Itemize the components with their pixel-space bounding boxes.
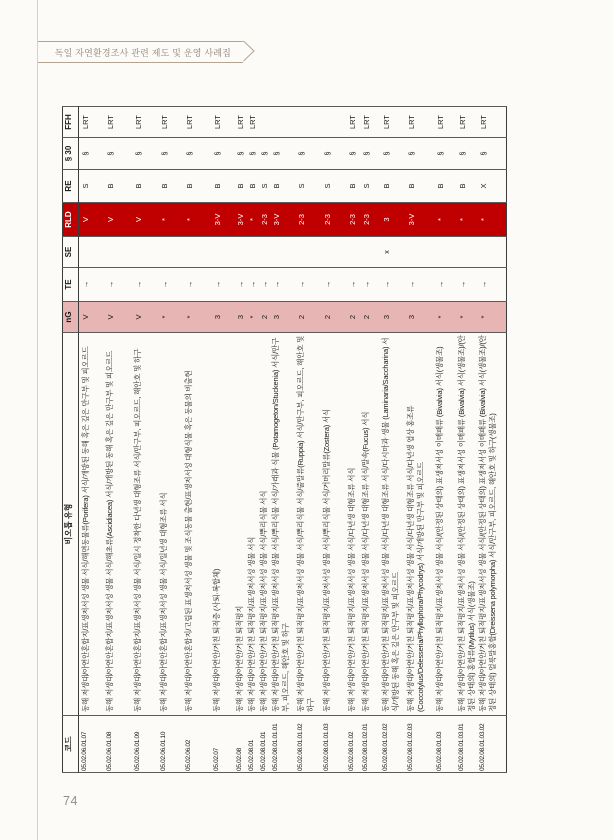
value-rld: * xyxy=(158,203,183,237)
value-te: → xyxy=(360,268,380,302)
row-code: 05.02.08.01.03.02 xyxy=(477,716,507,773)
table-row xyxy=(434,107,456,773)
value-se xyxy=(104,237,132,268)
row-code: 05.02.08.01.01.03 xyxy=(321,716,346,773)
header-ng: nG xyxy=(63,302,79,333)
value-te: → xyxy=(270,268,295,302)
value-p30: § xyxy=(158,138,183,170)
value-re: B xyxy=(132,170,158,203)
row-biotope-type: 동해 저생대/아연안혼합지/고립된 표생저서성 생물 및 조식동물 출현/표생저서성 대형식물 혹은 동물의 비출현 xyxy=(183,333,211,716)
value-te: → xyxy=(79,268,104,302)
value-re: X xyxy=(477,170,507,203)
table-row xyxy=(405,107,434,773)
value-se xyxy=(234,237,246,268)
value-ng: 2 xyxy=(346,302,360,333)
value-ffh: LRT xyxy=(158,107,183,138)
value-p30: § xyxy=(258,138,270,170)
value-re: B xyxy=(104,170,132,203)
table-row xyxy=(79,107,104,773)
row-code: 05.02.06.02 xyxy=(183,716,211,773)
value-rld: V xyxy=(104,203,132,237)
value-ng: * xyxy=(434,302,456,333)
value-se xyxy=(405,237,434,268)
value-te: → xyxy=(295,268,321,302)
row-biotope-type: 동해 저생대/아연안/거친 퇴적평지/표생저서성 생물 서식/뿌리식물 서식/줄말류(Ruppia) 서식/만구부, 피오르드, 해안호 및 하구 xyxy=(295,333,321,716)
row-code: 05.02.06.01.07 xyxy=(79,716,104,773)
value-ffh: LRT xyxy=(79,107,104,138)
header-biotope-type: 비오톱 유형 xyxy=(63,333,79,716)
row-biotope-type: 동해 저생대/아연안/거친 퇴적평지/표생저서성 생물 서식/다년생 대형조류 서식/다시마과 생물 (Laminaria/Saccharina) 서식/개방된 동해 혹은 깊은 만구부 및 피오르드 xyxy=(380,333,405,716)
value-re: B xyxy=(270,170,295,203)
value-p30: § xyxy=(246,138,258,170)
value-se xyxy=(211,237,234,268)
value-ffh: LRT xyxy=(211,107,234,138)
table-row xyxy=(234,107,246,773)
value-ng: V xyxy=(104,302,132,333)
value-ffh: LRT xyxy=(434,107,456,138)
value-ng: 2 xyxy=(360,302,380,333)
table-row xyxy=(270,107,295,773)
row-biotope-type: 동해 저생대/아연안/거친 퇴적평지/표생저서성 생물 서식/(안정된 상태의) 표생저서성 이매패류 (Bivalvia) 서식(생물조)/(안정된 상태의) 얼룩말홍합(Dreissena polymorpha) 서식/만구부, 피오르드, 해안호 및 하구(생물조) xyxy=(477,333,507,716)
value-te: → xyxy=(346,268,360,302)
row-biotope-type: 동해 저생대/아연안/거친 퇴적평지 xyxy=(234,333,246,716)
value-ffh xyxy=(295,107,321,138)
value-ffh: LRT xyxy=(246,107,258,138)
row-biotope-type: 동해 저생대/아연안/거친 퇴적평지/표생저서성 생물 서식/뿌리식물 서식 xyxy=(258,333,270,716)
row-biotope-type: 동해 저생대/아연안/거친 퇴적평지/표생저서성 생물 서식/(안정된 상태의) 표생저서성 이매패류 (Bivalvia) 서식(생물조) xyxy=(434,333,456,716)
row-biotope-type: 동해 저생대/아연안/거친 퇴적평지/표생저서성 생물 서식 xyxy=(246,333,258,716)
value-se xyxy=(132,237,158,268)
value-te: → xyxy=(258,268,270,302)
value-p30: § xyxy=(360,138,380,170)
value-re: B xyxy=(183,170,211,203)
row-code: 05.02.08.01.03.01 xyxy=(456,716,477,773)
value-rld: * xyxy=(434,203,456,237)
header-se: SE xyxy=(63,237,79,268)
value-re: S xyxy=(258,170,270,203)
value-rld: 2-3 xyxy=(295,203,321,237)
value-rld: 2-3 xyxy=(321,203,346,237)
value-rld: 2-3 xyxy=(346,203,360,237)
value-te: → xyxy=(380,268,405,302)
table-row xyxy=(211,107,234,773)
value-rld: * xyxy=(183,203,211,237)
value-re: B xyxy=(456,170,477,203)
value-p30: § xyxy=(234,138,246,170)
row-biotope-type: 동해 저생대/아연안/거친 퇴적평지/표생저서성 생물 서식/(안정된 상태의) 표생저서성 이매패류 (Bivalvia) 서식(생물조)/(안정된 상태의) 홍합류(Mytilus) 서식(생물조) xyxy=(456,333,477,716)
row-code: 05.02.08.01.02.01 xyxy=(360,716,380,773)
value-rld: * xyxy=(477,203,507,237)
value-ffh: LRT xyxy=(405,107,434,138)
value-ng: V xyxy=(132,302,158,333)
value-ng: 3 xyxy=(211,302,234,333)
value-se xyxy=(434,237,456,268)
value-te: → xyxy=(132,268,158,302)
value-re: B xyxy=(246,170,258,203)
value-ffh: LRT xyxy=(456,107,477,138)
row-biotope-type: 동해 저생대/아연안/거친 퇴적평지/표생저서성 생물 서식/다년생 대형조류 서식/말속(Fucus) 서식 xyxy=(360,333,380,716)
value-p30: § xyxy=(183,138,211,170)
row-code: 05.02.08.01.02.02 xyxy=(380,716,405,773)
value-te: → xyxy=(321,268,346,302)
row-biotope-type: 동해 저생대/아연안혼합지/표생저서성 생물 서식/일시 정착한 다년생 대형조류 서식/만구부, 피오르드, 해안호 및 하구 xyxy=(132,333,158,716)
value-se xyxy=(183,237,211,268)
table-row xyxy=(295,107,321,773)
value-te: → xyxy=(477,268,507,302)
value-rld: 2-3 xyxy=(360,203,380,237)
row-code: 05.02.07 xyxy=(211,716,234,773)
table-row xyxy=(132,107,158,773)
value-p30: § xyxy=(211,138,234,170)
value-ffh: LRT xyxy=(104,107,132,138)
value-te: → xyxy=(183,268,211,302)
table-row xyxy=(104,107,132,773)
value-ng: V xyxy=(79,302,104,333)
value-ffh: LRT xyxy=(132,107,158,138)
value-re: S xyxy=(360,170,380,203)
value-re: B xyxy=(211,170,234,203)
table-row xyxy=(158,107,183,773)
row-biotope-type: 동해 저생대/아연안/거친 퇴적평지/표생저서성 생물 서식/뿌리식물 서식/거머리말류(Zostera) 서식 xyxy=(321,333,346,716)
row-biotope-type: 동해 저생대/아연안/거친 퇴적평지/표생저서성 생물 서식/다년생 대형조류 서식/다년생 엽상 홍조류(Coccotylus/Delesseria/Phyllophora/Phycodrys) 서식/개방된 만구부 및 피오르드 xyxy=(405,333,434,716)
value-rld: V xyxy=(132,203,158,237)
value-p30: § xyxy=(321,138,346,170)
table-row xyxy=(246,107,258,773)
value-re: S xyxy=(295,170,321,203)
value-te: → xyxy=(434,268,456,302)
value-te: → xyxy=(234,268,246,302)
table-row xyxy=(321,107,346,773)
table-row xyxy=(346,107,360,773)
row-biotope-type: 동해 저생대/아연안혼합지/표생저서성 생물 서식/일년생 대형조류 서식 xyxy=(158,333,183,716)
row-code: 05.02.08.01 xyxy=(246,716,258,773)
header-p30: § 30 xyxy=(63,138,79,170)
value-rld: 3-V xyxy=(405,203,434,237)
value-re: B xyxy=(405,170,434,203)
table-row xyxy=(456,107,477,773)
value-ffh: LRT xyxy=(346,107,360,138)
value-ng: 2 xyxy=(295,302,321,333)
value-ffh: LRT xyxy=(380,107,405,138)
value-ng: 2 xyxy=(258,302,270,333)
value-se xyxy=(246,237,258,268)
value-ng: * xyxy=(456,302,477,333)
value-p30: § xyxy=(405,138,434,170)
row-biotope-type: 동해 저생대/아연안/거친 퇴적평지/표생저서성 생물 서식/뿌리식물 서식/가래과 식물 (Potamogeton/Stuckenia) 서식/만구부, 피오르드, 해안호 및 하구 xyxy=(270,333,295,716)
value-se xyxy=(360,237,380,268)
value-p30: § xyxy=(346,138,360,170)
value-re: S xyxy=(79,170,104,203)
banner-arrow-icon xyxy=(243,40,257,62)
value-rld: 2-3 xyxy=(258,203,270,237)
table-row xyxy=(477,107,507,773)
value-ng: * xyxy=(183,302,211,333)
table-row xyxy=(258,107,270,773)
value-ffh xyxy=(258,107,270,138)
value-ffh: LRT xyxy=(183,107,211,138)
value-re: B xyxy=(380,170,405,203)
row-code: 05.02.06.01.08 xyxy=(104,716,132,773)
value-ng: * xyxy=(158,302,183,333)
row-biotope-type: 동해 저생대/아연안혼합지/표생저서성 생물 서식/해초류(Ascidiacea) 서식/개방된 동해 혹은 깊은 만구부 및 피오르드 xyxy=(104,333,132,716)
row-biotope-type: 동해 저생대/아연안/거친 퇴적층 (사퇴·복합체) xyxy=(211,333,234,716)
header-code: 코드 xyxy=(63,716,79,773)
value-p30: § xyxy=(295,138,321,170)
value-te: → xyxy=(246,268,258,302)
value-ffh xyxy=(321,107,346,138)
value-re: B xyxy=(158,170,183,203)
header-ffh: FFH xyxy=(63,107,79,138)
row-code: 05.02.08.01.01.02 xyxy=(295,716,321,773)
row-code: 05.02.08.01.02.03 xyxy=(405,716,434,773)
value-te: → xyxy=(456,268,477,302)
value-re: B xyxy=(234,170,246,203)
page-number: 74 xyxy=(63,794,78,808)
value-ng: 3 xyxy=(234,302,246,333)
value-se xyxy=(346,237,360,268)
value-te: → xyxy=(405,268,434,302)
value-p30: § xyxy=(104,138,132,170)
table-row xyxy=(380,107,405,773)
table-row xyxy=(360,107,380,773)
value-ng: 3 xyxy=(380,302,405,333)
value-p30: § xyxy=(380,138,405,170)
value-rld: * xyxy=(246,203,258,237)
row-code: 05.02.08 xyxy=(234,716,246,773)
value-rld: * xyxy=(456,203,477,237)
value-p30: § xyxy=(79,138,104,170)
header-te: TE xyxy=(63,268,79,302)
value-re: B xyxy=(434,170,456,203)
value-se xyxy=(79,237,104,268)
value-re: B xyxy=(346,170,360,203)
row-code: 05.02.08.01.01 xyxy=(258,716,270,773)
value-se: x xyxy=(380,237,405,268)
row-code: 05.02.08.01.03 xyxy=(434,716,456,773)
row-biotope-type: 동해 저생대/아연안/거친 퇴적평지/표생저서성 생물 서식/다년생 대형조류 서식 xyxy=(346,333,360,716)
value-se xyxy=(456,237,477,268)
value-se xyxy=(295,237,321,268)
page-margin-line xyxy=(37,0,38,840)
value-te: → xyxy=(158,268,183,302)
value-rld: V xyxy=(79,203,104,237)
value-te: → xyxy=(104,268,132,302)
biotope-table xyxy=(62,106,507,773)
value-se xyxy=(258,237,270,268)
value-ng: * xyxy=(477,302,507,333)
value-se xyxy=(477,237,507,268)
value-p30: § xyxy=(270,138,295,170)
value-se xyxy=(158,237,183,268)
table-row xyxy=(183,107,211,773)
value-ffh: LRT xyxy=(477,107,507,138)
value-ng: 2 xyxy=(321,302,346,333)
chapter-banner xyxy=(38,41,243,63)
table-header-row xyxy=(63,107,79,773)
row-biotope-type: 동해 저생대/아연안혼합지/표생저서성 생물 서식/해면동물류(Porifera) 서식/개방된 동해 혹은 깊은 만구부 및 피오르드 xyxy=(79,333,104,716)
chapter-banner-title: 독일 자연환경조사 관련 제도 및 운영 사례집 xyxy=(54,47,231,58)
value-rld: 3-V xyxy=(270,203,295,237)
value-ng: 3 xyxy=(405,302,434,333)
value-ffh xyxy=(270,107,295,138)
row-code: 05.02.06.01.10 xyxy=(158,716,183,773)
value-se xyxy=(270,237,295,268)
value-re: S xyxy=(321,170,346,203)
value-ng: 3 xyxy=(270,302,295,333)
header-re: RE xyxy=(63,170,79,203)
value-ng: * xyxy=(246,302,258,333)
row-code: 05.02.08.01.02 xyxy=(346,716,360,773)
row-code: 05.02.06.01.09 xyxy=(132,716,158,773)
value-p30: § xyxy=(434,138,456,170)
header-rld: RLD xyxy=(63,203,79,237)
value-rld: 3 xyxy=(380,203,405,237)
rotated-table-container xyxy=(62,107,507,773)
value-rld: 3-V xyxy=(234,203,246,237)
value-p30: § xyxy=(477,138,507,170)
value-rld: 3-V xyxy=(211,203,234,237)
value-p30: § xyxy=(132,138,158,170)
value-se xyxy=(321,237,346,268)
value-ffh: LRT xyxy=(360,107,380,138)
row-code: 05.02.08.01.01.01 xyxy=(270,716,295,773)
value-te: → xyxy=(211,268,234,302)
value-ffh: LRT xyxy=(234,107,246,138)
value-p30: § xyxy=(456,138,477,170)
